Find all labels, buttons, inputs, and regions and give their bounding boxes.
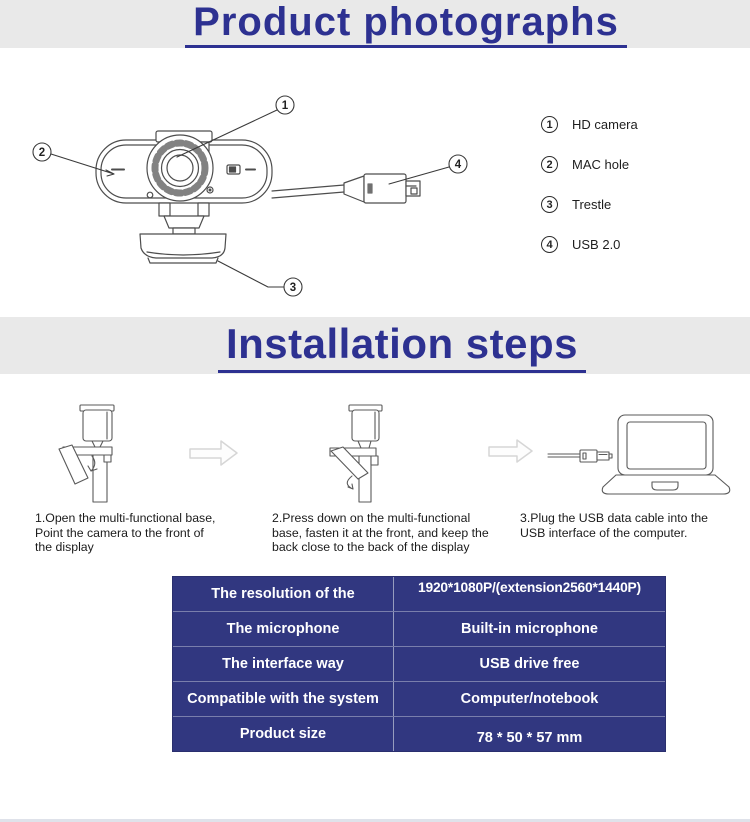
caption-line: Point the camera to the front of bbox=[35, 525, 204, 540]
spec-label: Compatible with the system bbox=[187, 691, 379, 707]
callout-1: 1 bbox=[281, 100, 289, 112]
table-row bbox=[173, 577, 665, 611]
section-header-installation-steps bbox=[0, 317, 750, 374]
caption-line: 2.Press down on the multi-functional bbox=[272, 511, 471, 525]
installation-illustrations bbox=[0, 398, 750, 528]
step3-laptop-illustration bbox=[548, 415, 730, 494]
table-row bbox=[173, 611, 665, 646]
section-header-product-photographs bbox=[0, 0, 750, 48]
legend-item-trestle bbox=[541, 196, 638, 213]
callout-3: 3 bbox=[289, 282, 297, 294]
spec-label: Product size bbox=[239, 726, 327, 742]
step2-caption bbox=[272, 511, 489, 555]
spec-value: Built-in microphone bbox=[393, 612, 665, 646]
legend-item-mac-hole bbox=[541, 156, 638, 173]
step1-open-base-illustration bbox=[59, 405, 114, 502]
page-title: Product photographs bbox=[185, 0, 627, 48]
circled-number-icon: 2 bbox=[541, 156, 558, 173]
usb-cable-line bbox=[272, 174, 420, 203]
step1-caption bbox=[35, 511, 215, 555]
parts-legend bbox=[541, 116, 638, 276]
legend-label: HD camera bbox=[572, 117, 638, 132]
spec-label: The interface way bbox=[222, 656, 344, 672]
circled-number-icon: 4 bbox=[541, 236, 558, 253]
spec-label: The microphone bbox=[226, 621, 340, 637]
legend-item-hd-camera bbox=[541, 116, 638, 133]
callout-2: 2 bbox=[38, 147, 46, 159]
caption-line: the display bbox=[35, 540, 94, 555]
legend-label: Trestle bbox=[572, 197, 612, 212]
step3-caption bbox=[520, 511, 708, 540]
table-row bbox=[173, 716, 665, 751]
caption-line: base, fasten it at the front, and keep the bbox=[272, 525, 489, 540]
arrow-right-icon bbox=[190, 441, 237, 465]
spec-value: 1920*1080P/(extension2560*1440P) bbox=[393, 577, 665, 611]
legend-item-usb bbox=[541, 236, 638, 253]
caption-line: back close to the back of the display bbox=[272, 540, 470, 555]
spec-value: 78 * 50 * 57 mm bbox=[393, 717, 665, 751]
caption-line: 1.Open the multi-functional base, bbox=[35, 511, 216, 525]
arrow-right-icon bbox=[489, 440, 532, 462]
spec-table bbox=[172, 576, 666, 752]
callout-4: 4 bbox=[454, 159, 462, 171]
table-row bbox=[173, 646, 665, 681]
circled-number-icon: 3 bbox=[541, 196, 558, 213]
spec-label: The resolution of the bbox=[211, 586, 355, 602]
circled-number-icon: 1 bbox=[541, 116, 558, 133]
table-row bbox=[173, 681, 665, 716]
trestle-base bbox=[140, 216, 226, 263]
step2-press-base-illustration bbox=[330, 405, 382, 502]
legend-label: MAC hole bbox=[572, 157, 630, 172]
spec-value: USB drive free bbox=[393, 647, 665, 681]
caption-line: USB interface of the computer. bbox=[520, 525, 688, 540]
spec-value: Computer/notebook bbox=[393, 682, 665, 716]
legend-label: USB 2.0 bbox=[572, 237, 621, 252]
caption-line: 3.Plug the USB data cable into the bbox=[520, 511, 708, 525]
section-title: Installation steps bbox=[218, 319, 586, 373]
